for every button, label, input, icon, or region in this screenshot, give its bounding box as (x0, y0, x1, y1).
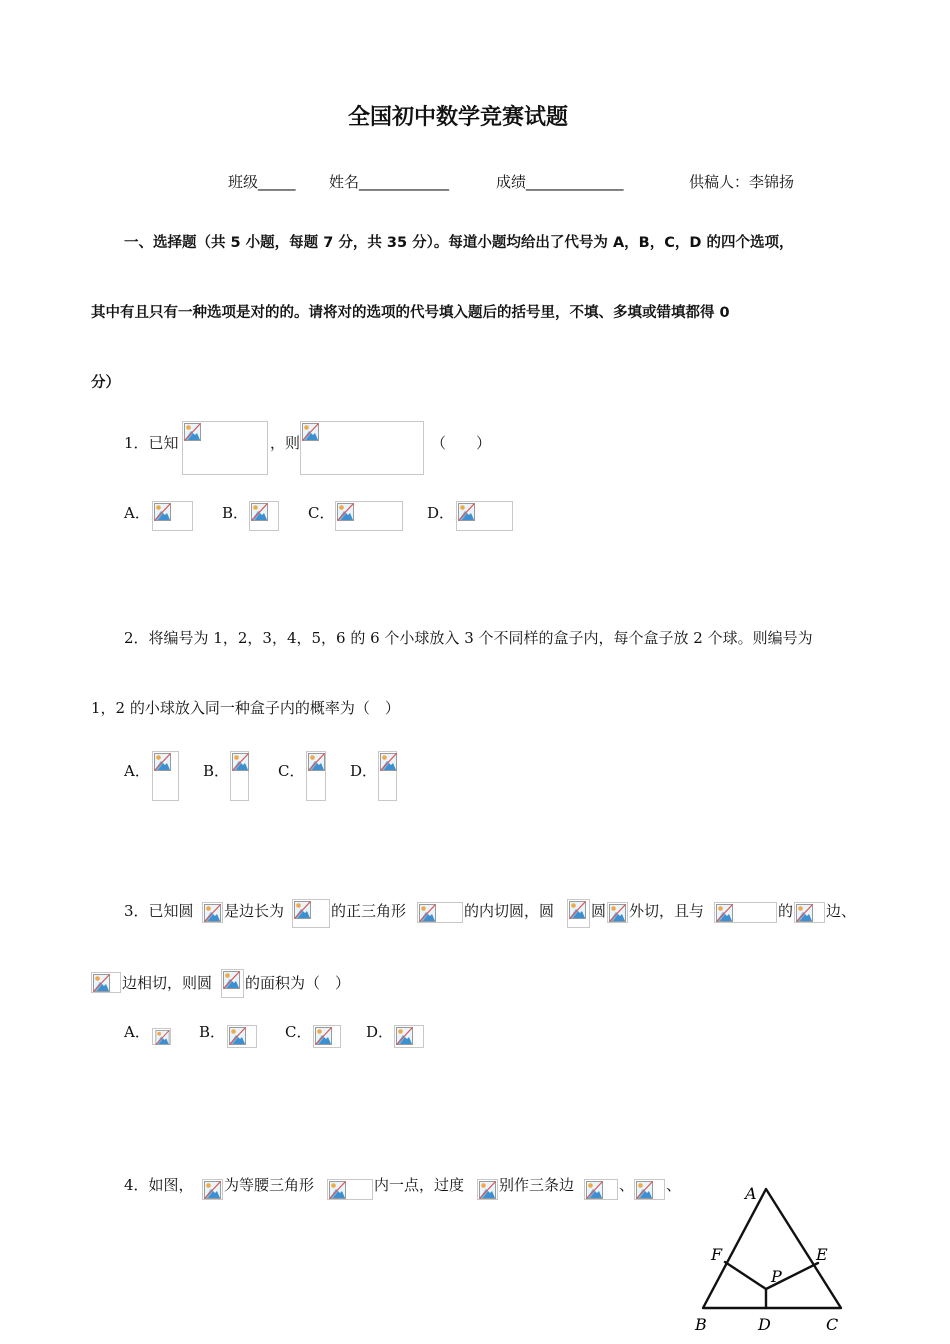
q4-side-1-image-icon (584, 1179, 618, 1200)
q1-option-d-image-icon (456, 501, 513, 531)
q4-point-image-icon (477, 1179, 498, 1200)
q4-text-3: 内一点，过度 (374, 1176, 465, 1194)
q4-text-4: 别作三条边 (499, 1176, 575, 1194)
q3-option-d: D． (366, 1023, 394, 1041)
q1-answer-paren: （ ） (431, 434, 492, 452)
q2-line1: 2．将编号为 1，2，3，4，5，6 的 6 个小球放入 3 个不同样的盒子内，每个盒子放 2 个球。则编号为 (124, 629, 813, 647)
score-field: 成绩_____________ (496, 173, 624, 191)
q2-option-a: A． (124, 762, 150, 780)
q2-option-b-image-icon (230, 751, 249, 801)
q3-second-edge-image-icon (91, 972, 121, 993)
q4-side-2-image-icon (634, 1179, 665, 1200)
q1-prefix: 1．已知 (124, 434, 179, 452)
q4-text-1: 4．如图， (124, 1176, 194, 1194)
q3-side-length-image-icon (292, 899, 330, 928)
triangle-figure (690, 1178, 860, 1338)
q4-text-6: 、 (666, 1176, 682, 1194)
q1-expression-image-icon (300, 421, 424, 475)
q3-circle-o-image-icon (202, 902, 223, 923)
q4-triangle-image-icon (327, 1179, 373, 1200)
q3-option-c-image-icon (313, 1025, 341, 1048)
section-instructions-line3: 分） (91, 375, 120, 391)
q3-text-9: 边相切，则圆 (122, 974, 213, 992)
q1-formula-image-icon (182, 421, 268, 475)
q3-circle-o1-image-icon (567, 899, 590, 928)
q3-triangle-name-image-icon (714, 902, 777, 923)
q4-text-2: 为等腰三角形 (224, 1176, 315, 1194)
page-title: 全国初中数学竞赛试题 (348, 105, 569, 130)
q3-text-4: 的内切圆，圆 (464, 902, 555, 920)
label-f: F (711, 1245, 723, 1264)
section-instructions-line2: 其中有且只有一种选项是对的的。请将对的选项的代号填入题后的括号里，不填、多填或错填都得 0 (91, 305, 730, 321)
label-e: E (816, 1245, 828, 1264)
section-instructions-line1: 一、选择题（共 5 小题，每题 7 分，共 35 分）。每道小题均给出了代号为 A，B，C，D 的四个选项， (124, 235, 794, 251)
q3-text-3: 的正三角形 (331, 902, 407, 920)
q1-mid: ，则 (270, 434, 301, 452)
q3-option-a-image-icon (152, 1028, 171, 1045)
q3-option-a: A． (124, 1023, 150, 1041)
q1-option-a: A． (124, 504, 150, 522)
q2-option-d-image-icon (378, 751, 397, 801)
q1-option-c: C． (308, 504, 335, 522)
class-field: 班级_____ (228, 173, 296, 191)
q3-option-c: C． (285, 1023, 312, 1041)
q1-option-b: B． (222, 504, 249, 522)
name-field: 姓名____________ (329, 173, 450, 191)
label-d: D (758, 1315, 771, 1334)
label-b: B (695, 1315, 707, 1334)
q3-triangle-image-icon (417, 902, 463, 923)
q3-text-8: 边、 (826, 902, 857, 920)
q3-text-7: 的 (778, 902, 794, 920)
q4-text-5: 、 (619, 1176, 635, 1194)
q3-edge-image-icon (794, 902, 825, 923)
q2-option-c: C． (278, 762, 305, 780)
q3-circle-image-icon (221, 969, 244, 998)
q2-option-b: B． (203, 762, 230, 780)
q3-option-d-image-icon (394, 1025, 424, 1048)
q3-text-6: 外切，且与 (629, 902, 705, 920)
label-c: C (826, 1315, 839, 1334)
q3-option-b-image-icon (227, 1025, 257, 1048)
q2-option-c-image-icon (306, 751, 326, 801)
q3-circle-o2-image-icon (607, 902, 628, 923)
q2-option-d: D． (350, 762, 378, 780)
label-a: A (745, 1184, 757, 1203)
q2-line2: 1，2 的小球放入同一种盒子内的概率为（ ） (91, 699, 400, 717)
q1-option-d: D． (427, 504, 455, 522)
label-p: P (771, 1267, 782, 1286)
q1-option-a-image-icon (152, 501, 193, 531)
q4-point-p-image-icon (202, 1179, 223, 1200)
q1-option-b-image-icon (249, 501, 279, 531)
q3-text-2: 是边长为 (224, 902, 285, 920)
contributor: 供稿人：李锦扬 (689, 173, 795, 191)
segment-pf (725, 1262, 766, 1289)
q2-option-a-image-icon (152, 751, 179, 801)
q3-text-10: 的面积为（ ） (245, 974, 351, 992)
q3-option-b: B． (199, 1023, 226, 1041)
q3-text-1: 3．已知圆 (124, 902, 194, 920)
q3-text-5: 圆 (591, 902, 607, 920)
q1-option-c-image-icon (335, 501, 403, 531)
